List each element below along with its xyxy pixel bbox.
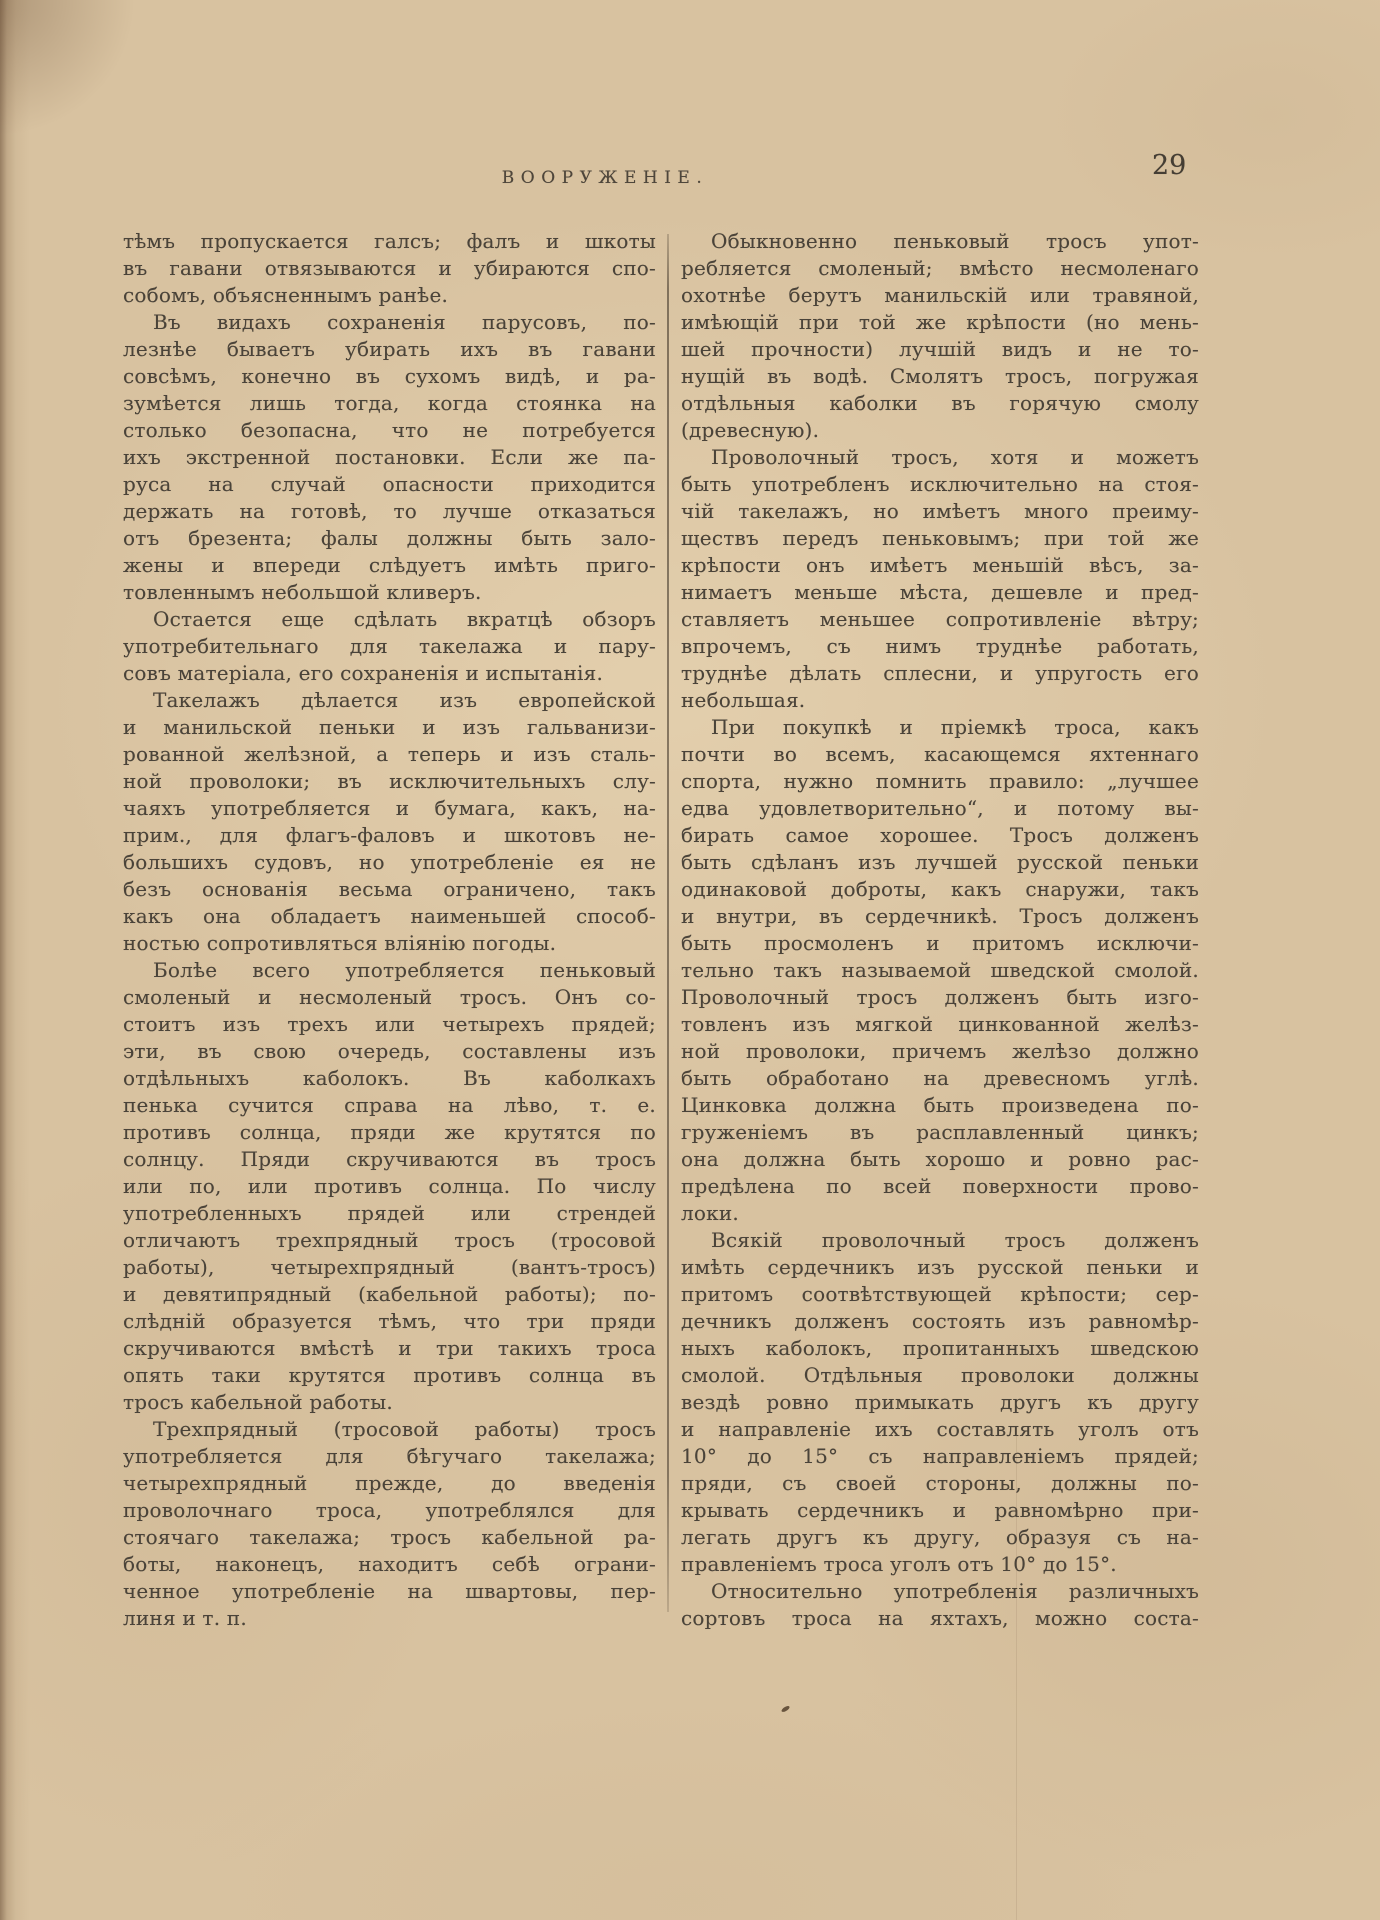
- text-line: совъ матеріала, его сохраненія и испытанія.: [123, 661, 604, 685]
- text-line: имѣть сердечникъ изъ русской пеньки и: [681, 1255, 1199, 1279]
- text-line: труднѣе дѣлать сплесни, и упругость его: [681, 661, 1199, 685]
- text-line: и направленіе ихъ составлять уголъ отъ: [681, 1417, 1199, 1441]
- text-line: притомъ соотвѣтствующей крѣпости; сер-: [681, 1282, 1199, 1306]
- text-line: тѣмъ пропускается галсъ; фалъ и шкоты: [123, 229, 656, 253]
- text-line: ставляетъ меньшее сопротивленіе вѣтру;: [681, 607, 1199, 631]
- text-line: правленіемъ троса уголъ отъ 10° до 15°.: [681, 1552, 1117, 1576]
- text-line: и девятипрядный (кабельной работы); по-: [123, 1282, 656, 1306]
- text-line: ныхъ каболокъ, пропитанныхъ шведскою: [681, 1336, 1199, 1360]
- text-line: (древесную).: [681, 418, 820, 442]
- text-line: бирать самое хорошее. Тросъ долженъ: [681, 823, 1199, 847]
- text-line: вездѣ ровно примыкать другъ къ другу: [681, 1390, 1199, 1414]
- text-line: лезнѣе бываетъ убирать ихъ въ гавани: [123, 337, 656, 361]
- text-line: и внутри, въ сердечникѣ. Тросъ долженъ: [681, 904, 1199, 928]
- text-line: локи.: [681, 1201, 739, 1225]
- text-line: легать другъ къ другу, образуя съ на-: [681, 1525, 1199, 1549]
- text-line: скручиваются вмѣстѣ и три такихъ троса: [123, 1336, 656, 1360]
- text-line: безъ основанія весьма ограничено, такъ: [123, 877, 656, 901]
- text-line: отъ брезента; фалы должны быть зало-: [123, 526, 656, 550]
- text-line: дечникъ долженъ состоять изъ равномѣр-: [681, 1309, 1199, 1333]
- text-line: Проволочный тросъ, хотя и можетъ: [711, 445, 1199, 469]
- text-line: быть употребленъ исключительно на стоя-: [681, 472, 1199, 496]
- text-line: быть обработано на древесномъ углѣ.: [681, 1066, 1199, 1090]
- text-line: совсѣмъ, конечно въ сухомъ видѣ, и ра-: [123, 364, 656, 388]
- text-line: пряди, съ своей стороны, должны по-: [681, 1471, 1199, 1495]
- text-line: ществъ передъ пеньковымъ; при той же: [681, 526, 1199, 550]
- text-line: Остается еще сдѣлать вкратцѣ обзоръ: [153, 607, 656, 631]
- text-line: Въ видахъ сохраненія парусовъ, по-: [153, 310, 656, 334]
- text-line: чаяхъ употребляется и бумага, какъ, на-: [123, 796, 656, 820]
- column-divider-rule: [667, 234, 669, 1612]
- text-line: ихъ экстренной постановки. Если же па-: [123, 445, 656, 469]
- text-line: четырехпрядный прежде, до введенія: [123, 1471, 656, 1495]
- text-line: руса на случай опасности приходится: [123, 472, 656, 496]
- text-line: противъ солнца, пряди же крутятся по: [123, 1120, 656, 1144]
- text-line: употребленныхъ прядей или стрендей: [123, 1201, 656, 1225]
- text-line: чій такелажъ, но имѣетъ много преиму-: [681, 499, 1199, 523]
- page-number: 29: [1152, 150, 1187, 181]
- text-line: слѣдній образуется тѣмъ, что три пряди: [123, 1309, 656, 1333]
- text-line: предѣлена по всей поверхности прово-: [681, 1174, 1199, 1198]
- text-line: Всякій проволочный тросъ долженъ: [711, 1228, 1199, 1252]
- text-line: тросъ кабельной работы.: [123, 1390, 393, 1414]
- text-line: тельно такъ называемой шведской смолой.: [681, 958, 1199, 982]
- text-line: большихъ судовъ, но употребленіе ея не: [123, 850, 656, 874]
- text-line: быть сдѣланъ изъ лучшей русской пеньки: [681, 850, 1199, 874]
- text-line: смоленый и несмоленый тросъ. Онъ со-: [123, 985, 656, 1009]
- text-line: рованной желѣзной, а теперь и изъ сталь-: [123, 742, 656, 766]
- text-line: 10° до 15° съ направленіемъ прядей;: [681, 1444, 1199, 1468]
- text-line: сортовъ троса на яхтахъ, можно соста-: [681, 1606, 1199, 1630]
- text-line: Такелажъ дѣлается изъ европейской: [153, 688, 656, 712]
- running-title: ВООРУЖЕНІЕ.: [501, 168, 709, 188]
- text-line: солнцу. Пряди скручиваются въ тросъ: [123, 1147, 656, 1171]
- text-line: боты, наконецъ, находитъ себѣ ограни-: [123, 1552, 656, 1576]
- text-line: нимаетъ меньше мѣста, дешевле и пред-: [681, 580, 1199, 604]
- text-line: шей прочности) лучшій видъ и не то-: [681, 337, 1199, 361]
- text-line: одинаковой доброты, какъ снаружи, такъ: [681, 877, 1199, 901]
- text-line: зумѣется лишь тогда, когда стоянка на: [123, 391, 656, 415]
- text-line: и манильской пеньки и изъ гальванизи-: [123, 715, 656, 739]
- text-line: товленнымъ небольшой кливеръ.: [123, 580, 482, 604]
- text-line: При покупкѣ и пріемкѣ троса, какъ: [711, 715, 1199, 739]
- text-line: стоячаго такелажа; тросъ кабельной ра-: [123, 1525, 656, 1549]
- text-line: прим., для флагъ-фаловъ и шкотовъ не-: [123, 823, 656, 847]
- text-line: товленъ изъ мягкой цинкованной желѣз-: [681, 1012, 1199, 1036]
- text-line: употребляется для бѣгучаго такелажа;: [123, 1444, 656, 1468]
- text-line: стоитъ изъ трехъ или четырехъ прядей;: [123, 1012, 656, 1036]
- text-line: жены и впереди слѣдуетъ имѣть приго-: [123, 553, 656, 577]
- text-line: Болѣе всего употребляется пеньковый: [153, 958, 656, 982]
- text-line: крѣпости онъ имѣетъ меньшій вѣсъ, за-: [681, 553, 1199, 577]
- text-line: ребляется смоленый; вмѣсто несмоленаго: [681, 256, 1199, 280]
- text-line: охотнѣе берутъ манильскій или травяной,: [681, 283, 1199, 307]
- text-line: столько безопасна, что не потребуется: [123, 418, 656, 442]
- text-line: Цинковка должна быть произведена по-: [681, 1093, 1199, 1117]
- text-line: Обыкновенно пеньковый тросъ упот-: [711, 229, 1199, 253]
- text-line: она должна быть хорошо и ровно рас-: [681, 1147, 1199, 1171]
- text-line: небольшая.: [681, 688, 806, 712]
- text-line: отдѣльныхъ каболокъ. Въ каболкахъ: [123, 1066, 656, 1090]
- text-line: или по, или противъ солнца. По числу: [123, 1174, 656, 1198]
- text-line: ной проволоки; въ исключительныхъ слу-: [123, 769, 656, 793]
- text-line: Относительно употребленія различныхъ: [711, 1579, 1199, 1603]
- text-line: отличаютъ трехпрядный тросъ (тросовой: [123, 1228, 656, 1252]
- text-line: отдѣльныя каболки въ горячую смолу: [681, 391, 1199, 415]
- text-line: нущій въ водѣ. Смолятъ тросъ, погружая: [681, 364, 1199, 388]
- text-line: крывать сердечникъ и равномѣрно при-: [681, 1498, 1199, 1522]
- right-column: [681, 228, 1199, 1632]
- text-line: пенька сучится справа на лѣво, т. е.: [123, 1093, 656, 1117]
- text-line: спорта, нужно помнить правило: „лучшее: [681, 769, 1199, 793]
- text-line: быть просмоленъ и притомъ исключи-: [681, 931, 1199, 955]
- text-line: почти во всемъ, касающемся яхтеннаго: [681, 742, 1199, 766]
- text-line: эти, въ свою очередь, составлены изъ: [123, 1039, 656, 1063]
- text-line: собомъ, объясненнымъ ранѣе.: [123, 283, 449, 307]
- text-line: линя и т. п.: [123, 1606, 247, 1630]
- left-column: [123, 228, 656, 1632]
- text-line: какъ она обладаетъ наименьшей способ-: [123, 904, 656, 928]
- text-line: ностью сопротивляться вліянію погоды.: [123, 931, 557, 955]
- text-line: проволочнаго троса, употреблялся для: [123, 1498, 656, 1522]
- text-line: въ гавани отвязываются и убираются спо-: [123, 256, 656, 280]
- paper-crease: [1016, 1430, 1017, 1920]
- text-line: Трехпрядный (тросовой работы) тросъ: [153, 1417, 656, 1441]
- ink-speck: [781, 1705, 791, 1713]
- text-line: имѣющій при той же крѣпости (но мень-: [681, 310, 1199, 334]
- text-line: употребительнаго для такелажа и пару-: [123, 634, 656, 658]
- text-line: работы), четырехпрядный (вантъ-тросъ): [123, 1255, 656, 1279]
- text-line: Проволочный тросъ долженъ быть изго-: [681, 985, 1199, 1009]
- text-line: едва удовлетворительно“, и потому вы-: [681, 796, 1199, 820]
- text-line: опять таки крутятся противъ солнца въ: [123, 1363, 656, 1387]
- text-line: ченное употребленіе на швартовы, пер-: [123, 1579, 656, 1603]
- text-line: груженіемъ въ расплавленный цинкъ;: [681, 1120, 1199, 1144]
- text-line: впрочемъ, съ нимъ труднѣе работать,: [681, 634, 1199, 658]
- text-line: смолой. Отдѣльныя проволоки должны: [681, 1363, 1199, 1387]
- text-line: держать на готовѣ, то лучше отказаться: [123, 499, 656, 523]
- text-line: ной проволоки, причемъ желѣзо должно: [681, 1039, 1199, 1063]
